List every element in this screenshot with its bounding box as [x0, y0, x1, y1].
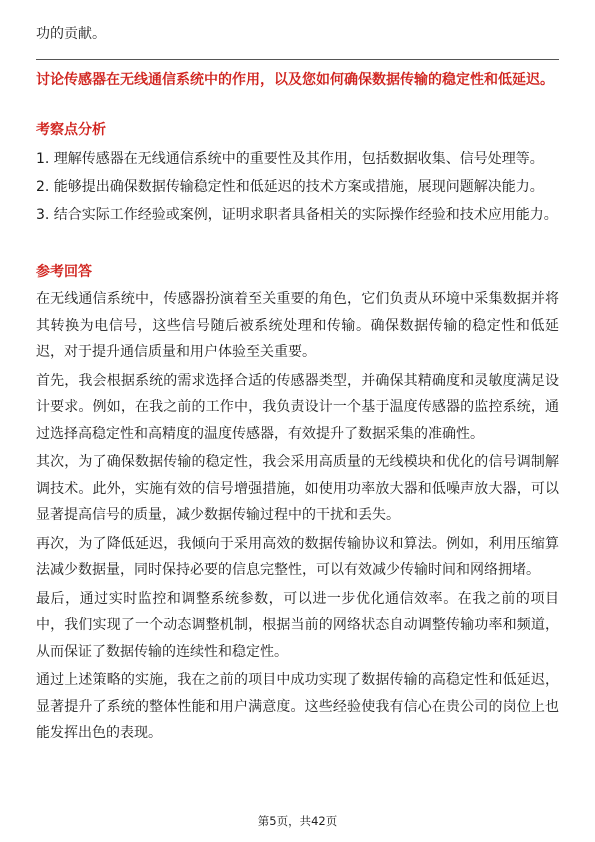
answer-paragraph: 通过上述策略的实施，我在之前的项目中成功实现了数据传输的高稳定性和低延迟，显著提升了系统的整体性能和用户满意度。这些经验使我有信心在贵公司的岗位上也能发挥出色的表现。	[36, 672, 559, 741]
answer-paragraph: 首先，我会根据系统的需求选择合适的传感器类型，并确保其精确度和灵敏度满足设计要求。例如，在我之前的工作中，我负责设计一个基于温度传感器的监控系统，通过选择高稳定性和高精度的温度传感器，有效提升了数据采集的准确性。	[36, 372, 559, 442]
answer-paragraph: 其次，为了确保数据传输的稳定性，我会采用高质量的无线模块和优化的信号调制解调技术。此外，实施有效的信号增强措施，如使用功率放大器和低噪声放大器，可以显著提高信号的质量，减少数据传输过程中的干扰和丢失。	[36, 454, 559, 523]
continuation-text: 功的贡献。	[36, 26, 106, 42]
answer-heading: 参考回答	[36, 264, 92, 280]
question-title: 讨论传感器在无线通信系统中的作用，以及您如何确保数据传输的稳定性和低延迟。	[36, 72, 554, 88]
page-number-footer: 第5页，共42页	[257, 814, 338, 828]
analysis-heading: 考察点分析	[36, 122, 106, 138]
analysis-point: 2. 能够提出确保数据传输稳定性和低延迟的技术方案或措施，展现问题解决能力。	[36, 179, 544, 195]
answer-paragraph: 在无线通信系统中，传感器扮演着至关重要的角色，它们负责从环境中采集数据并将其转换为电信号，这些信号随后被系统处理和传输。确保数据传输的稳定性和低延迟，对于提升通信质量和用户体验至关重要。	[36, 291, 559, 360]
analysis-point: 3. 结合实际工作经验或案例，证明求职者具备相关的实际操作经验和技术应用能力。	[36, 207, 558, 223]
answer-paragraph: 再次，为了降低延迟，我倾向于采用高效的数据传输协议和算法。例如，利用压缩算法减少数据量，同时保持必要的信息完整性，可以有效减少传输时间和网络拥堵。	[36, 535, 559, 578]
answer-body	[36, 286, 559, 749]
answer-paragraph: 最后，通过实时监控和调整系统参数，可以进一步优化通信效率。在我之前的项目中，我们实现了一个动态调整机制，根据当前的网络状态自动调整传输功率和频道，从而保证了数据传输的连续性和稳定性。	[36, 590, 559, 660]
analysis-list	[36, 146, 559, 230]
section-divider	[36, 59, 559, 60]
analysis-point: 1. 理解传感器在无线通信系统中的重要性及其作用，包括数据收集、信号处理等。	[36, 151, 544, 167]
